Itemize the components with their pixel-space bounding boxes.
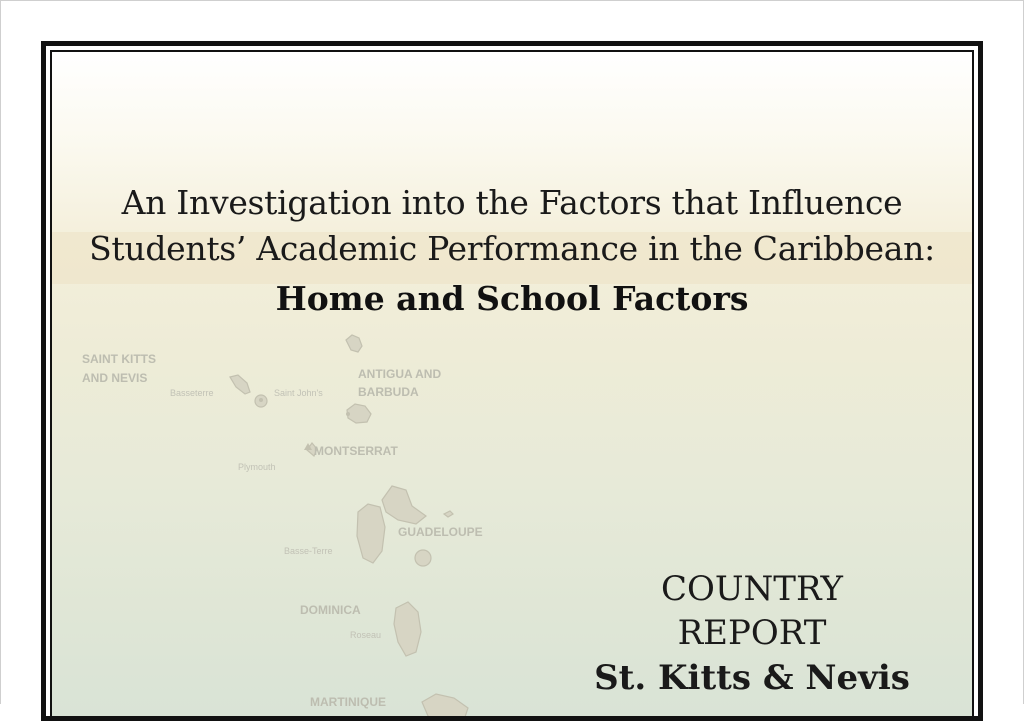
label-guadeloupe: GUADELOUPE bbox=[398, 525, 483, 539]
cover-background bbox=[50, 50, 974, 716]
label-roseau: Roseau bbox=[350, 630, 382, 640]
label-st-johns: Saint John's bbox=[274, 388, 323, 398]
label-plymouth: Plymouth bbox=[238, 462, 276, 472]
guadeloupe-basse-terre-island bbox=[357, 504, 385, 563]
report-subtitle: Home and School Factors bbox=[275, 279, 749, 318]
label-montserrat: MONTSERRAT bbox=[314, 444, 398, 458]
cover-frame bbox=[41, 41, 983, 721]
country-name: St. Kitts & Nevis bbox=[594, 658, 910, 698]
guadeloupe-grande-terre-island bbox=[382, 486, 426, 524]
dominica-island bbox=[394, 602, 421, 656]
saint-kitts-island bbox=[230, 375, 250, 394]
title-line-2: Students’ Academic Performance in the Caribbean: bbox=[89, 229, 935, 268]
antigua-island bbox=[347, 404, 371, 423]
label-barbuda: BARBUDA bbox=[358, 385, 419, 399]
label-saint-kitts: SAINT KITTS bbox=[82, 352, 156, 366]
label-and-nevis: AND NEVIS bbox=[82, 371, 148, 385]
label-dominica: DOMINICA bbox=[300, 603, 361, 617]
label-basseterre: Basseterre bbox=[170, 388, 214, 398]
country-report-block bbox=[582, 567, 922, 701]
title-line-1: An Investigation into the Factors that Influence bbox=[121, 183, 903, 222]
marie-galante-island bbox=[415, 550, 431, 566]
label-antigua: ANTIGUA AND bbox=[358, 367, 442, 381]
small-islet bbox=[444, 511, 453, 517]
report-kind: COUNTRY REPORT bbox=[661, 569, 843, 653]
st-johns-dot bbox=[346, 412, 350, 416]
label-martinique: MARTINIQUE bbox=[310, 695, 386, 709]
basseterre-dot bbox=[259, 398, 263, 402]
label-basse-terre: Basse-Terre bbox=[284, 546, 333, 556]
barbuda-island bbox=[346, 335, 362, 352]
martinique-island bbox=[422, 694, 468, 716]
report-title bbox=[52, 180, 972, 272]
